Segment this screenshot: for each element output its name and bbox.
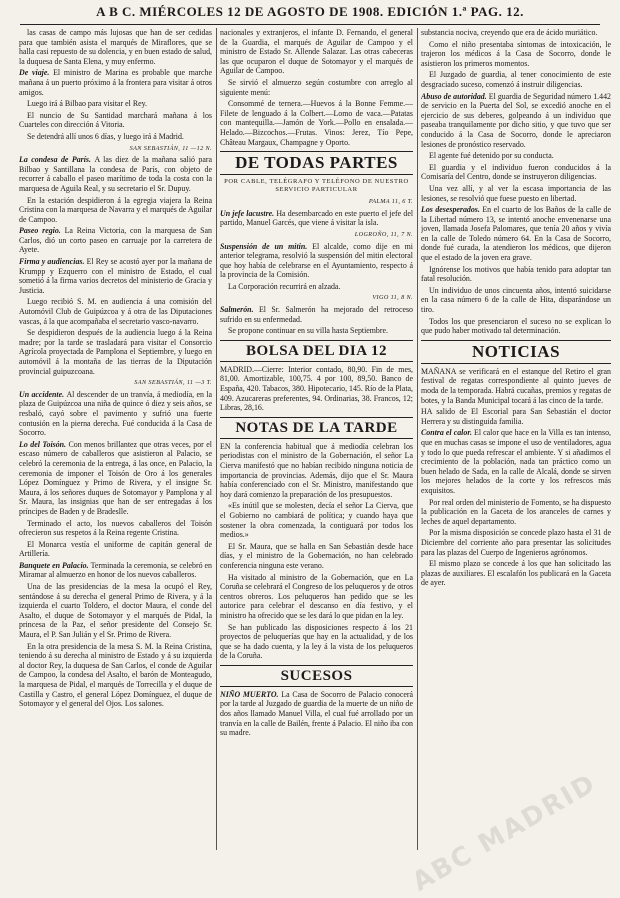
article-paragraph: Se despidieron después de la audiencia luego á la Reina madre; por la tarde se trasladará para visitar el Consorcio Agrícola proyectada de Pamplona el Septiembre, y luego en automóvil á la montaña de las tierras de la Diputación provincial guipuzcoana. (19, 328, 212, 376)
article-subheading: De viaje. (19, 68, 54, 78)
article-subheading: Suspensión de un mitin. (220, 241, 313, 251)
article-paragraph (19, 257, 212, 295)
dateline: PALMA 11, 6 T. (368, 198, 413, 206)
article-paragraph: En la estación despidieron á la egregia viajera la Reina Cristina con la marquesa de Navarra y el marqués de Aguilar de Campoo. (19, 195, 212, 224)
page-masthead: A B C. MIÉRCOLES 12 DE AGOSTO DE 1908. EDICIÓN 1.ª PAG. 12. (20, 4, 600, 25)
article-paragraph: El Sr. Maura, que se halla en San Sebastián desde hace días, y el ministro de la Gobernación, no han celebrado conferencia ninguna este verano. (220, 541, 413, 570)
article-subheading: Los desesperados. (421, 205, 483, 215)
article-paragraph: Por real orden del ministerio de Fomento, se ha dispuesto la publicación en la Gaceta de los aranceles de carnes y leches de aquel departamento. (421, 497, 611, 526)
article-paragraph: «Es inútil que se molesten, decía el señor La Cierva, que el Gobierno no cambiará de política; y cuando haya que sostener la obra comenzada, la contiguará por todos los medios.» (220, 501, 413, 540)
article-paragraph: Por la misma disposición se concede plazo hasta el 31 de Diciembre del corriente año para presentar las solicitudes para las plazas del Cuerpo de Ingenieros agrónomos. (421, 528, 611, 557)
article-paragraph: Se detendrá allí unos 6 días, y luego irá á Madrid. (27, 131, 184, 141)
article-text: Ha desembarcado en este puerto el jefe del partido, Manuel Garcés, que viene á visitar la isla. (220, 208, 413, 228)
article-text: En el cuarto de los Baños de la calle de la Libertad número 13, se intentó anoche envenenarse una joven, llamada Josefa Palomares, que tenía 20 años y vivía en la calle de Toledo número 64. En la Casa de Socorro, donde fué curada, la atendieron los médicos, que dijeron que el estado de la joven era grave. (421, 205, 611, 263)
article-paragraph: Ignórense los motivos que había tenido para adoptar tan fatal resolución. (421, 264, 611, 284)
article-text: Terminada la ceremonia, se celebró en Miramar al almuerzo en honor de los nuevos caballeros. (19, 560, 212, 580)
article-subheading: Contra el calor. (421, 428, 475, 438)
article-paragraph: Terminado el acto, los nuevos caballeros del Toisón ofrecieron sus respetos á la Reina regente Cristina. (19, 518, 212, 538)
article-subheading: Salmerón. (220, 305, 259, 315)
article-paragraph (19, 155, 212, 193)
article-subheading: La condesa de París. (19, 155, 95, 165)
article-paragraph (421, 205, 611, 263)
article-text: El alcalde, como dije en mi anterior telegrama, resolvió la suspensión del mitin electoral que hoy había de celebrarse en el Ayuntamiento, respecto á la provincia de la Comisión. (220, 241, 413, 280)
article-paragraph: HA salido de El Escorial para San Sebastián el doctor Herrera y su distinguida familia. (421, 407, 611, 426)
article-paragraph: Una vez allí, y al ver la escasa importancia de las lesiones, se resolvió que fuese puesto en libertad. (421, 183, 611, 203)
column-2-bottom (220, 665, 413, 738)
article-paragraph: El guardia y el individuo fueron conducidos á la Comisaría del Centro, donde se instruyeron diligencias. (421, 162, 611, 182)
article-text: El Sr. Salmerón ha mejorado del retroceso sufrido en su enfermedad. (220, 305, 413, 324)
article-text: Al descender de un tranvía, á mediodía, en la plaza de Guipúzcoa una niña de quince ó diez y seis años, se resbaló, cayó sobre el pavimento y sufrió una fuerte contusión en la pierna derecha. Fué conducida á la Casa de Socorro. (19, 389, 212, 438)
dateline: LOGROÑO, 11, 7 N. (354, 230, 413, 238)
article-paragraph (220, 305, 413, 324)
article-paragraph: Se han publicado las disposiciones respecto á los 21 proyectos de peluquerías que hay en la actualidad, y de los que se ha dado cuenta, y la ley á la vista de los peluqueros de la Coruña. (220, 622, 413, 661)
section-heading: NOTICIAS (421, 340, 611, 364)
column-1 (19, 28, 212, 852)
dateline: VIGO 11, 8 N. (372, 294, 413, 302)
article-text: La Casa de Socorro de Palacio conocerá por la tarde al Juzgado de guardia de la muerte de un niño de dos años llamado Manuel Villa, el cual fué arrollado por un tranvía en la calle de Bailén, frente á Palacio. El niño iba con su madre. (220, 689, 413, 738)
article-paragraph: El nuncio de Su Santidad marchará mañana á los Cuarteles con dirección á Vitoria. (19, 110, 212, 130)
article-paragraph (220, 242, 413, 280)
article-paragraph: La Corporación recurrirá en alzada. (228, 281, 341, 291)
column-rule (417, 28, 418, 850)
article-paragraph: nacionales y extranjeros, el infante D. Fernando, el general de la Guardia, el marqués de Aguilar de Campoo y el ministro de Estado Sr. Allende Salazar. Las otras cabeceras las que ocuparon el duque de Sotomayor y el marqués de Aguilar de Campoo. (220, 28, 413, 76)
article-subheading: Firma y audiencias. (19, 257, 87, 267)
column-2-top (220, 28, 413, 661)
article-paragraph: Un individuo de unos cincuenta años, intentó suicidarse en la casa número 6 de la calle de Hita, disparándose un tiro. (421, 285, 611, 315)
article-paragraph: las casas de campo más lujosas que han de ser cedidas para que también asista el marqués de Miraflores, que se halla casi repuesto de su dolencia, y en buen estado de salud, la duquesa de Santa Elena, y muy enfermo. (19, 28, 212, 66)
article-paragraph: Luego irá á Bilbao para visitar el Rey. (27, 99, 147, 109)
article-subheading: Lo del Toisón. (19, 439, 69, 449)
archive-watermark: ABC MADRID (407, 768, 602, 898)
article-paragraph (19, 390, 212, 438)
article-paragraph (19, 561, 212, 580)
section-heading: SUCESOS (220, 665, 413, 687)
article-subheading: Abuso de autoridad. (421, 91, 489, 101)
article-paragraph (19, 440, 212, 517)
article-paragraph (19, 68, 212, 97)
article-text: La Reina Victoria, con la marquesa de San Carlos, dió un corto paseo en carruaje por la carretera de Ayete. (19, 226, 212, 255)
article-subheading: NIÑO MUERTO. (220, 689, 282, 699)
article-text: El ministro de Marina es probable que marche mañana á un puerto próximo á la frontera para visitar á otros amigos. (19, 68, 212, 97)
article-subheading: Un jefe lacustre. (220, 208, 277, 218)
article-subheading: Banquete en Palacio. (19, 560, 91, 570)
article-paragraph (421, 92, 611, 150)
article-paragraph: MADRID.—Cierre: Interior contado, 80,90. Fin de mes, 81,00. Amortizable, 100,75. 4 por 100, 89,50. Banco de España, 420. Tabacos, 380. Hipotecario, 145. Río de la Plata, 409. Azucareras preferentes, 94. Ordinarias, 38. Francos, 12; Libras, 28,16. (220, 364, 413, 413)
article-paragraph: El agente fué detenido por su conducta. (429, 151, 554, 161)
dateline: SAN SEBASTIÁN, 11 —3 T. (134, 379, 212, 387)
article-paragraph: El mismo plazo se concede á los que han solicitado las plazas de auxiliares. El escalafón los publicará en la Gaceta de ayer. (421, 559, 611, 588)
article-paragraph: Se propone continuar en su villa hasta Septiembre. (228, 326, 388, 336)
article-paragraph: MAÑANA se verificará en el estanque del Retiro el gran festival de regatas correspondiente al quinto jueves de moda de la temporada. Habrá cucañas, premios y regatas de botes, y la Banda Municipal tocará á las cinco de la tarde. (421, 366, 611, 405)
article-paragraph: Luego recibió S. M. en audiencia á una comisión del Automóvil Club de Guipúzcoa y á otra de las Diputaciones vascas, á la que acompañaba el secretario vasco-navarro. (19, 297, 212, 326)
section-subtitle: POR CABLE, TELÉGRAFO Y TELÉFONO DE NUESTRO SERVICIO PARTICULAR (224, 178, 409, 194)
article-paragraph: EN la conferencia habitual que á mediodía celebran los periodistas con el ministro de la Gobernación, el señor La Cierva manifestó que no habían recibido ninguna noticia de importancia de provincias. Además, dijo que el Sr. Maura había conferenciado con el Sr. Ministro, manifestando que hoy dará comienzo la preparación de los presupuestos. (220, 441, 413, 499)
article-paragraph (220, 690, 413, 738)
article-subheading: Un accidente. (19, 389, 67, 399)
article-text: El Rey se acostó ayer por la mañana de Krumpp y Ezquerro con el ministro de Estado, el cual sometió á la firma varios decretos del ministerio de Gracia y Justicia. (19, 257, 212, 295)
article-paragraph: El Juzgado de guardia, al tener conocimiento de este desgraciado suceso, comenzó á instruir diligencias. (421, 70, 611, 89)
article-text: A las diez de la mañana salió para Bilbao y Santillana la condesa de París, con objeto de recorrer á caballo el paseo marítimo de toda la costa con la marquesa de Aguila Real, y su secretario el Sr. Dupuy. (19, 155, 212, 193)
article-paragraph: El Monarca vestía el uniforme de capitán general de Artillería. (19, 539, 212, 559)
article-paragraph (19, 226, 212, 255)
article-text: Con menos brillantez que otras veces, por el escaso número de caballeros que asistieron al Palacio, se celebró la ceremonia de la entrega, á las once, en Palacio, la ceremonia de imponer el Toisón de Oro á los generales López Domínguez y Primo de Rivera, y el insigne Sr. Maura, á los señores duques de Sotomayor y Pamplona y al Sr. Maura, las insignias que han de ser entregadas á los príncipes de Baden y de Bradeslle. (19, 439, 212, 516)
section-heading: DE TODAS PARTES (220, 151, 413, 175)
article-paragraph: Se sirvió el almuerzo según costumbre con arreglo al siguiente menú: (220, 77, 413, 97)
article-paragraph: En la otra presidencia de la mesa S. M. la Reina Cristina, teniendo á su derecha al ministro de Estado y á su izquierda al doctor Rey, la duquesa de San Carlos, el conde de Aguilar de Campoo, la condesa del Asalto, el barón de Monteagudo, la marquesa de Pidal, el marqués de Torrecilla y el duque de Castilla y Castro, el general López Domínguez, el duque de Sotomayor y el general del Ojos. Los salones. (19, 641, 212, 709)
column-2 (220, 28, 413, 852)
section-heading: NOTAS DE LA TARDE (220, 417, 413, 439)
article-text: El calor que hace en la Villa es tan intenso, que en muchas casas se impone el uso de ventiladores, agua y todo lo que pueda refrescar el ambiente. Y si añadimos el crecimiento de la población, nada tan práctico como un buen helado de Sada, en la calle de Alcalá, donde se sirven los mejores helados de la corte y los refrescos más exquisitos. (421, 428, 611, 495)
article-text: El guardia de Seguridad número 1.442 de servicio en la Puerta del Sol, se excedió anoche en el ejercicio de sus deberes, golpeando á un individuo que paseaba tranquilamente por dicho sitio, y que tuvo que ser conducido á la Casa de Socorro, donde le apreciaron lesiones de pronóstico reservado. (421, 91, 611, 149)
article-paragraph: Una de las presidencias de la mesa la ocupó el Rey, sentándose á su derecha el general Primo de Rivera, y á la izquierda el cuarto Toldero, el doctor Maura, el conde del Asalto, el duque de Sotomayor y el marqués de Pidal, la princesa de la Paz, el señor presidente del Consejo Sr. Maura, el P. San Julián y el Sr. Primo de Rivera. (19, 582, 212, 640)
article-paragraph (421, 428, 611, 495)
article-paragraph: Todos los que presenciaron el suceso no se explican lo que pudo haber motivado tal determinación. (421, 316, 611, 336)
article-subheading: Paseo regio. (19, 226, 65, 236)
article-paragraph: substancia nociva, creyendo que era de ácido muriático. (421, 28, 598, 37)
article-paragraph (220, 209, 413, 228)
article-paragraph: Ha visitado al ministro de la Gobernación, que en La Coruña se celebrará el Congreso de los peluqueros y de otros centros obreros. Los peluqueros han pedido que se les autorice para celebrar el descanso en día festivo, y el ministro ha ofrecido que se les dará lo que pidan en la ley. (220, 572, 413, 620)
article-paragraph: Consommé de ternera.—Huevos á la Bonne Femme.—Filete de lenguado á la Colbert.—Lomo de vaca.—Patatas con mantequilla.—Jamón de York.—Pollo en ensalada.—Helado.—Bizcochos.—Frutas. Vinos: Jerez, Tío Pepe, Château Margaux, Champagne y Oporto. (220, 99, 413, 147)
section-heading: BOLSA DEL DIA 12 (220, 340, 413, 362)
dateline: SAN SEBASTIÁN, 11 —12 N. (129, 144, 212, 152)
column-3 (421, 28, 611, 852)
column-rule (216, 28, 217, 850)
article-paragraph: Como el niño presentaba síntomas de intoxicación, le trajeron los médicos á la Casa de Socorro, donde le asistieron los primeros momentos. (421, 39, 611, 68)
